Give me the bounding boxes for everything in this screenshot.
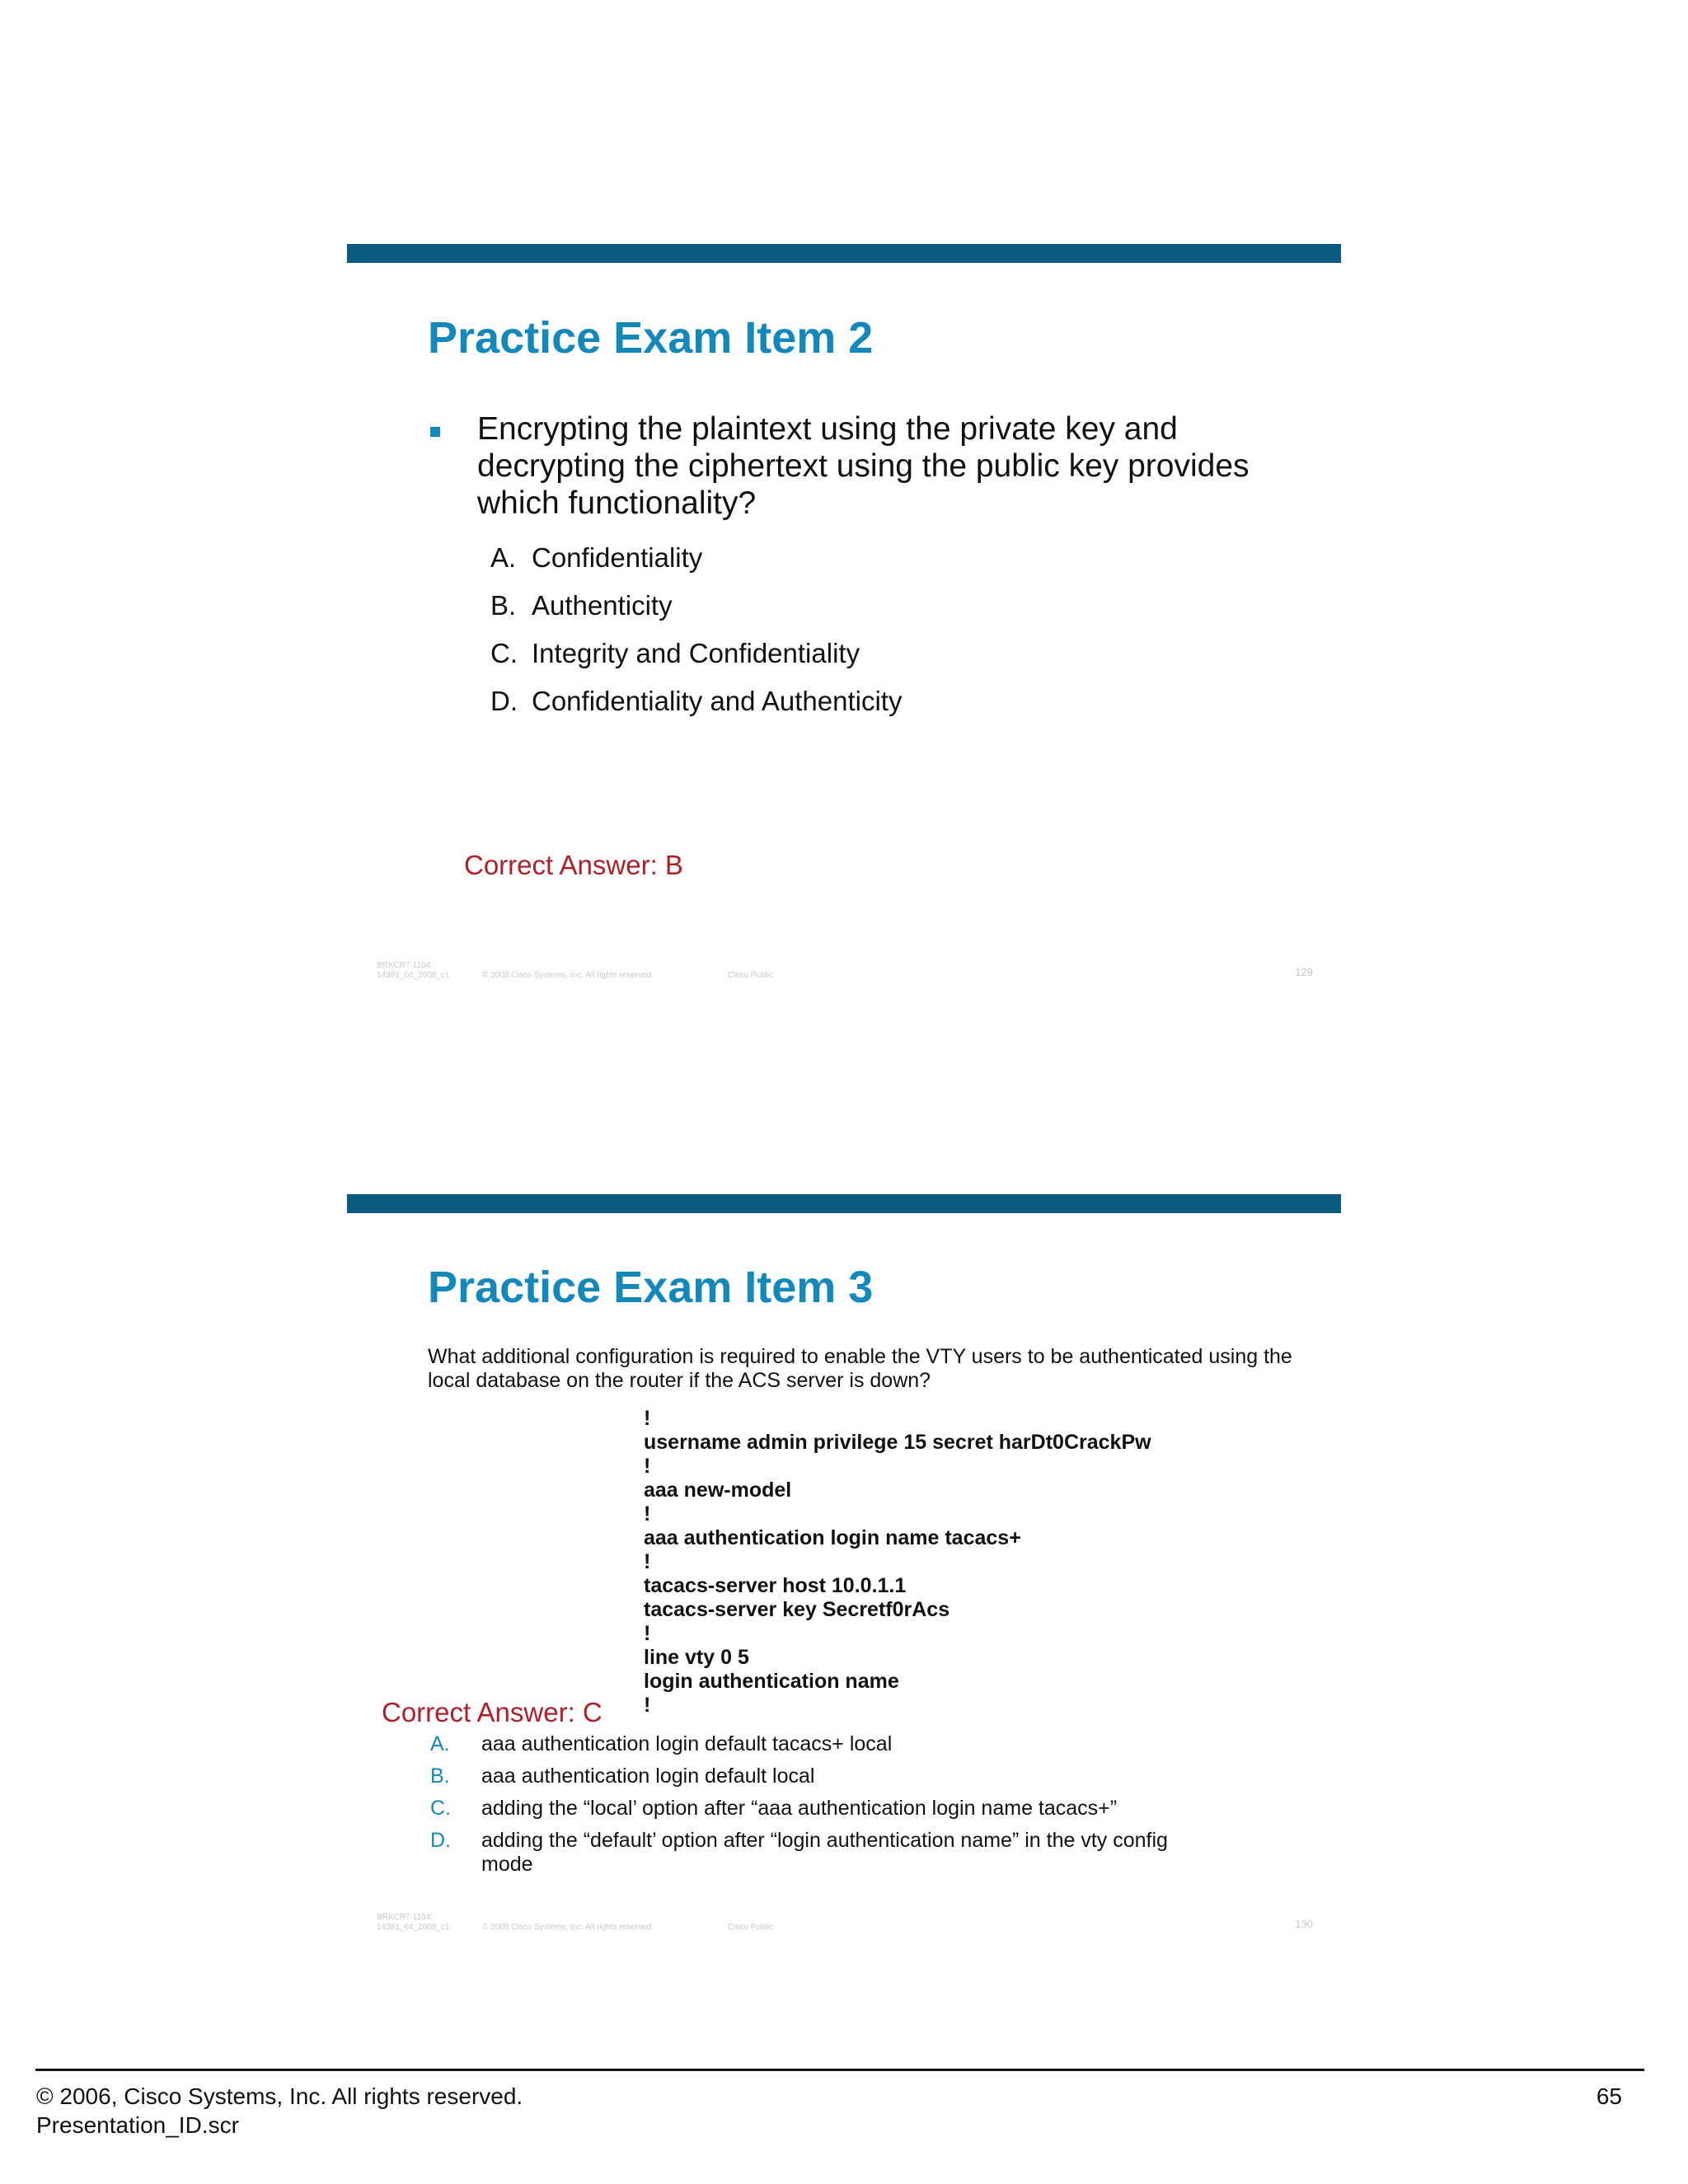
option-letter: D. (430, 1829, 451, 1852)
config-line: ! (644, 1694, 651, 1717)
slide-header-bar (347, 244, 1341, 263)
option-item (490, 590, 902, 638)
option-letter: B. (490, 590, 517, 621)
page-copyright: © 2006, Cisco Systems, Inc. All rights reserved. (36, 2083, 523, 2109)
slide-number: 129 (1295, 966, 1313, 978)
footer-divider (35, 2069, 1644, 2071)
config-line: ! (644, 1622, 651, 1645)
option-letter: A. (430, 1732, 450, 1755)
answer-options (490, 542, 902, 733)
slide-footer-copyright: © 2008 Cisco Systems, Inc. All rights reserved. (482, 1923, 654, 1932)
config-line: ! (644, 1407, 651, 1430)
option-text: adding the “default’ option after “login authentication name” in the vty config mode (481, 1829, 1168, 1876)
slide-footer (377, 961, 1313, 982)
config-line: aaa new-model (644, 1479, 792, 1502)
page-footer (36, 2082, 523, 2139)
option-letter: B. (430, 1765, 450, 1788)
option-item (430, 1829, 1190, 1877)
slide-footer (377, 1913, 1313, 1934)
config-line: aaa authentication login name tacacs+ (644, 1526, 1021, 1549)
slide-footer-code-line: 14381_04_2008_c1 (377, 1923, 450, 1932)
option-item (430, 1765, 1190, 1797)
option-text: Confidentiality and Authenticity (532, 686, 903, 716)
correct-answer: Correct Answer: C (382, 1697, 603, 1727)
slide-practice-item-3 (347, 1194, 1341, 1932)
option-text: Confidentiality (532, 542, 703, 573)
config-line: tacacs-server host 10.0.1.1 (644, 1574, 907, 1597)
slide-footer-copyright: © 2008 Cisco Systems, Inc. All rights reserved. (482, 971, 654, 980)
slide-footer-code (377, 961, 449, 981)
slide-title: Practice Exam Item 2 (428, 313, 874, 363)
correct-answer: Correct Answer: B (464, 850, 683, 880)
slide-header-bar (347, 1194, 1341, 1213)
config-line: username admin privilege 15 secret harDt0CrackPw (644, 1431, 1151, 1454)
slide-footer-classification: Cisco Public (728, 971, 774, 980)
router-config-listing (644, 1407, 1151, 1718)
question-text: What additional configuration is required to enable the VTY users to be authenticated using the local database on the router if the ACS server is down? (428, 1345, 1292, 1392)
option-text: aaa authentication login default tacacs+ local (481, 1732, 893, 1755)
option-item (430, 1797, 1190, 1829)
slide-footer-code-line: BRKCRT-1104 (377, 1913, 431, 1922)
slide-number: 130 (1295, 1918, 1313, 1930)
option-text: Integrity and Confidentiality (532, 638, 860, 668)
option-letter: A. (490, 542, 517, 573)
option-item (490, 686, 902, 733)
slide-title: Practice Exam Item 3 (428, 1263, 874, 1312)
option-item (490, 542, 902, 590)
option-text: Authenticity (532, 590, 673, 621)
slide-practice-item-2 (347, 244, 1341, 980)
answer-options (430, 1732, 1190, 1877)
config-line: line vty 0 5 (644, 1646, 749, 1669)
option-item (490, 638, 902, 686)
question-text: Encrypting the plaintext using the private key and decrypting the ciphertext using the public key provides which functionality? (477, 411, 1250, 521)
option-item (430, 1732, 1190, 1765)
page-number: 65 (1596, 2083, 1622, 2109)
document-id: Presentation_ID.scr (36, 2112, 239, 2138)
slide-footer-code-line: BRKCRT-1104 (377, 961, 431, 970)
option-letter: D. (490, 686, 518, 716)
config-line: ! (644, 1550, 651, 1573)
option-letter: C. (490, 638, 518, 668)
option-text: aaa authentication login default local (481, 1765, 815, 1788)
slide-footer-code-line: 14381_04_2008_c1 (377, 971, 450, 980)
option-text: adding the “local’ option after “aaa authentication login name tacacs+” (481, 1797, 1118, 1820)
config-line: tacacs-server key Secretf0rAcs (644, 1598, 950, 1621)
slide-footer-code (377, 1913, 449, 1933)
bullet-square-icon (430, 427, 440, 437)
slide-footer-classification: Cisco Public (728, 1923, 774, 1932)
config-line: ! (644, 1455, 651, 1478)
option-letter: C. (430, 1797, 451, 1820)
config-line: ! (644, 1502, 651, 1526)
config-line: login authentication name (644, 1670, 899, 1693)
